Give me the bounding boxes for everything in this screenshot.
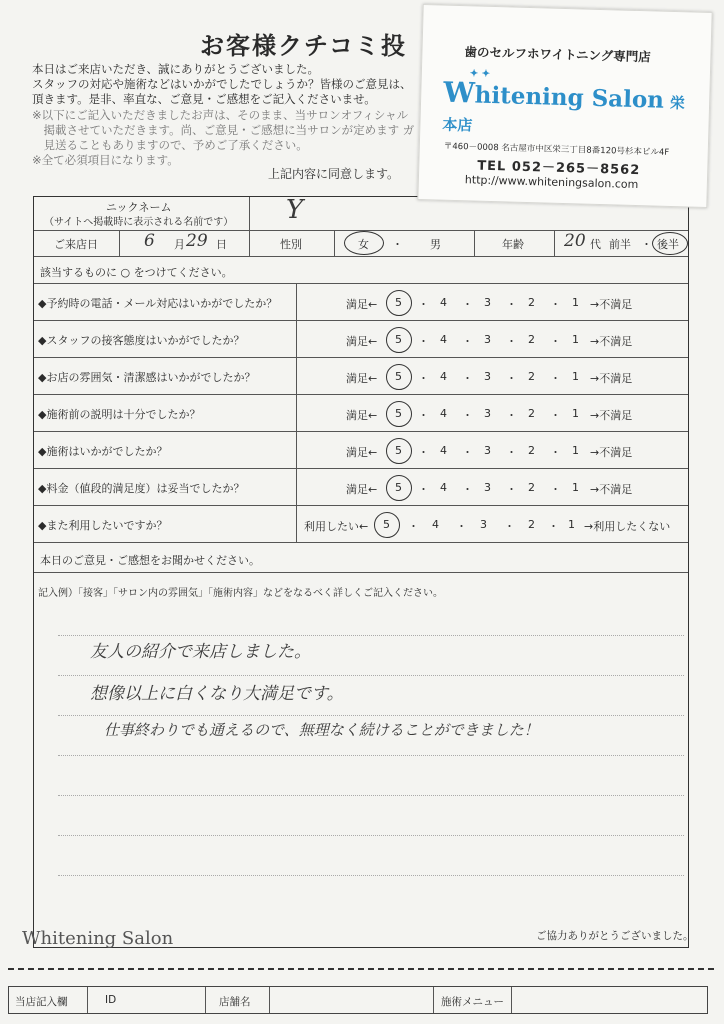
scale-1[interactable]: 1 <box>572 407 579 420</box>
nickname-value[interactable]: Y <box>286 195 304 225</box>
scale-3[interactable]: 3 <box>484 370 491 383</box>
day-unit: 日 <box>216 238 227 251</box>
scale-sep: ・ <box>506 483 517 496</box>
scale-4[interactable]: 4 <box>440 407 447 420</box>
cut-line <box>8 968 714 970</box>
intro-line: スタッフの対応や施術などはいかがでしたでしょうか？皆様のご意見は、 <box>32 77 412 92</box>
scale-sep: ・ <box>550 335 561 348</box>
question-row <box>34 469 688 506</box>
question-row <box>34 284 688 321</box>
scale-5[interactable]: 5 <box>395 333 402 346</box>
scale-2[interactable]: 2 <box>528 481 535 494</box>
comment-line[interactable]: 仕事終わりでも通えるので、無理なく続けることができました！ <box>104 721 539 739</box>
scale-5[interactable]: 5 <box>395 407 402 420</box>
scale-4[interactable]: 4 <box>440 333 447 346</box>
repeat-left: 利用したい← <box>304 520 369 533</box>
scale-sep: ・ <box>462 483 473 496</box>
scale-5[interactable]: 5 <box>395 370 402 383</box>
visit-day[interactable]: 29 <box>186 231 208 251</box>
scale-left: 満足← <box>346 483 378 496</box>
sparkle-icon: ✦ ✦ <box>469 68 491 80</box>
scale-sep: ・ <box>550 298 561 311</box>
scale-sep: ・ <box>506 446 517 459</box>
question-text: ◆また利用したいですか？ <box>38 519 168 532</box>
scale-4[interactable]: 4 <box>440 444 447 457</box>
scale-left: 満足← <box>346 298 378 311</box>
intro-line: 頂きます。是非、率直な、ご意見・ご感想をご記入くださいませ。 <box>32 92 376 107</box>
question-text: ◆スタッフの接客態度はいかがでしたか？ <box>38 334 245 347</box>
scale-sep: ・ <box>462 335 473 348</box>
scale-2[interactable]: 2 <box>528 333 535 346</box>
question-row-repeat <box>34 506 688 543</box>
scale-4[interactable]: 4 <box>440 481 447 494</box>
question-text: ◆施術前の説明は十分でしたか？ <box>38 408 201 421</box>
logo-text: hitening Salon <box>474 81 665 114</box>
age-label: 年齢 <box>502 238 524 251</box>
instruction-text: 該当するものに ○ をつけてください。 <box>40 266 233 279</box>
scale-4[interactable]: 4 <box>432 518 439 531</box>
gender-male[interactable]: 男 <box>430 238 441 251</box>
card-url: http://www.whiteningsalon.com <box>464 173 639 192</box>
survey-title: お客様クチコミ投 <box>200 32 408 60</box>
scale-3[interactable]: 3 <box>484 407 491 420</box>
card-tel: TEL 052－265－8562 <box>477 158 641 179</box>
scale-4[interactable]: 4 <box>440 296 447 309</box>
scale-right: →不満足 <box>590 409 633 422</box>
thanks-text: ご協力ありがとうございました。 <box>536 930 694 942</box>
business-card <box>417 4 712 208</box>
scale-1[interactable]: 1 <box>572 481 579 494</box>
note-line: ※以下にご記入いただきましたお声は、そのまま、当サロンオフィシャル <box>32 107 409 122</box>
scale-3[interactable]: 3 <box>484 444 491 457</box>
scale-sep: ・ <box>418 372 429 385</box>
scale-right: →不満足 <box>590 298 633 311</box>
treatment-menu-label: 施術メニュー <box>441 996 504 1008</box>
age-first-half[interactable]: 前半 <box>609 238 631 251</box>
visit-date-label: ご来店日 <box>54 238 98 251</box>
scale-sep: ・ <box>462 409 473 422</box>
scale-3[interactable]: 3 <box>480 518 487 531</box>
scale-3[interactable]: 3 <box>484 481 491 494</box>
question-row <box>34 432 688 469</box>
scale-sep: ・ <box>548 520 559 533</box>
scale-right: →不満足 <box>590 372 633 385</box>
scale-sep: ・ <box>506 335 517 348</box>
month-unit: 月 <box>174 238 185 251</box>
scale-3[interactable]: 3 <box>484 333 491 346</box>
scale-sep: ・ <box>462 446 473 459</box>
scale-2[interactable]: 2 <box>528 518 535 531</box>
scale-sep: ・ <box>550 372 561 385</box>
scale-1[interactable]: 1 <box>572 296 579 309</box>
scale-sep: ・ <box>506 409 517 422</box>
logo-initial: W <box>442 75 476 110</box>
store-use-label: 当店記入欄 <box>15 996 68 1008</box>
question-text: ◆予約時の電話・メール対応はいかがでしたか？ <box>38 297 278 310</box>
scale-right: →不満足 <box>590 483 633 496</box>
scale-sep: ・ <box>418 483 429 496</box>
age-unit: 代 <box>590 238 601 251</box>
gender-female[interactable]: 女 <box>358 238 369 251</box>
repeat-right: →利用したくない <box>584 520 671 533</box>
question-row <box>34 395 688 432</box>
scale-2[interactable]: 2 <box>528 370 535 383</box>
scale-1[interactable]: 1 <box>568 518 575 531</box>
scale-sep: ・ <box>418 409 429 422</box>
scale-left: 満足← <box>346 335 378 348</box>
intro-line: 本日はご来店いただき、誠にありがとうございました。 <box>32 62 320 76</box>
scale-left: 満足← <box>346 409 378 422</box>
store-name-label: 店舗名 <box>219 996 251 1008</box>
scale-1[interactable]: 1 <box>572 444 579 457</box>
note-line: 見送ることもありますので、予めご了承ください。 <box>32 138 308 153</box>
survey-form <box>33 196 689 948</box>
question-text: ◆施術はいかがでしたか？ <box>38 445 168 458</box>
example-text: 記入例）「接客」「サロン内の雰囲気」「施術内容」などをなるべく詳しくご記入ください。 <box>38 588 443 599</box>
scale-1[interactable]: 1 <box>572 370 579 383</box>
visit-info-row <box>34 231 688 257</box>
footer-logo: Whitening Salon <box>22 928 174 949</box>
note-line: ※全て必須項目になります。 <box>32 153 179 168</box>
scale-right: →不満足 <box>590 335 633 348</box>
scale-sep: ・ <box>506 372 517 385</box>
question-text: ◆料金（値段的満足度）は妥当でしたか？ <box>38 482 245 495</box>
scale-sep: ・ <box>418 446 429 459</box>
visit-month[interactable]: 6 <box>144 231 155 251</box>
scale-left: 満足← <box>346 372 378 385</box>
question-row <box>34 321 688 358</box>
note-line: 掲載させていただきます。尚、ご意見・ご感想に当サロンが定めます ガ <box>32 122 415 137</box>
gender-separator: ・ <box>392 238 403 251</box>
scale-sep: ・ <box>462 298 473 311</box>
card-logo <box>442 68 694 143</box>
intro-text <box>32 62 432 168</box>
scale-sep: ・ <box>418 298 429 311</box>
scale-5[interactable]: 5 <box>395 296 402 309</box>
scale-sep: ・ <box>456 520 467 533</box>
scale-left: 満足← <box>346 446 378 459</box>
scale-right: →不満足 <box>590 446 633 459</box>
comment-label: 本日のご意見・ご感想をお聞かせください。 <box>40 554 260 567</box>
nickname-sublabel: （サイトへ掲載時に表示される名前です） <box>44 217 234 228</box>
comment-line[interactable]: 想像以上に白くなり大満足です。 <box>90 684 344 704</box>
scale-4[interactable]: 4 <box>440 370 447 383</box>
age-separator: ・ <box>641 238 652 251</box>
gender-label: 性別 <box>280 238 302 251</box>
card-address: 〒460－0008 名古屋市中区栄三丁目8番120号杉本ビル4F <box>443 141 670 158</box>
scale-sep: ・ <box>550 409 561 422</box>
age-second-half[interactable]: 後半 <box>657 238 679 251</box>
scale-sep: ・ <box>506 298 517 311</box>
scale-2[interactable]: 2 <box>528 444 535 457</box>
scale-sep: ・ <box>550 446 561 459</box>
scale-sep: ・ <box>504 520 515 533</box>
scale-2[interactable]: 2 <box>528 407 535 420</box>
instruction-row <box>34 257 688 284</box>
scale-sep: ・ <box>418 335 429 348</box>
scale-3[interactable]: 3 <box>484 296 491 309</box>
comment-header-row <box>34 543 688 573</box>
nickname-label: ニックネーム <box>106 201 172 214</box>
scale-5[interactable]: 5 <box>395 481 402 494</box>
agree-text: 上記内容に同意します。 <box>268 167 400 181</box>
scale-sep: ・ <box>462 372 473 385</box>
question-row <box>34 358 688 395</box>
scale-sep: ・ <box>408 520 419 533</box>
scale-1[interactable]: 1 <box>572 333 579 346</box>
card-heading: 歯のセルフホワイトニング専門店 <box>464 44 652 65</box>
comment-line[interactable]: 友人の紹介で来店しました。 <box>90 642 311 662</box>
age-value[interactable]: 20 <box>564 231 586 251</box>
scale-2[interactable]: 2 <box>528 296 535 309</box>
scale-sep: ・ <box>550 483 561 496</box>
id-label: ID <box>105 994 117 1006</box>
scale-5[interactable]: 5 <box>395 444 402 457</box>
store-use-box <box>8 986 708 1014</box>
scale-5[interactable]: 5 <box>383 518 390 531</box>
question-text: ◆お店の雰囲気・清潔感はいかがでしたか？ <box>38 371 256 384</box>
branch-name: 栄本店 <box>442 93 686 135</box>
